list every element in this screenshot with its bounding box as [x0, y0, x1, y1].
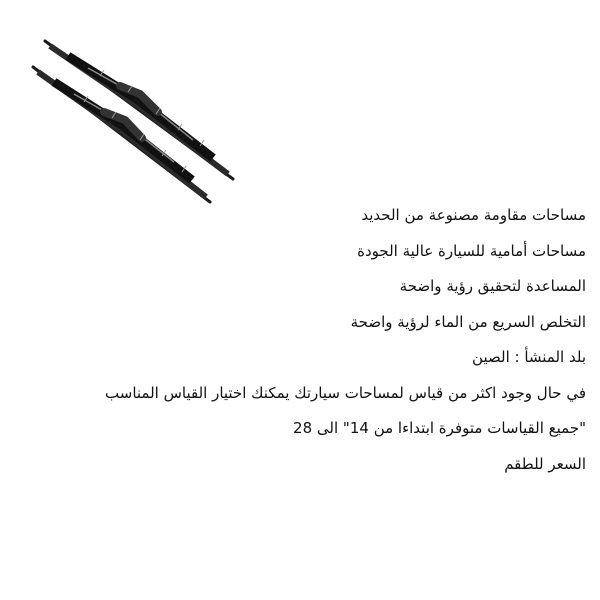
description-line: بلد المنشأ : الصين	[472, 348, 586, 366]
description-line: مساحات مقاومة مصنوعة من الحديد	[361, 206, 586, 224]
description-line: "جميع القياسات متوفرة ابتداءا من 14" الى 28	[293, 419, 586, 437]
description-line: السعر للطقم	[504, 454, 586, 473]
product-description	[26, 198, 586, 482]
description-line: مساحات أمامية للسيارة عالية الجودة	[357, 241, 586, 260]
description-line: المساعدة لتحقيق رؤية واضحة	[399, 277, 586, 295]
wiper-blades-icon	[28, 34, 238, 206]
description-line: في حال وجود اكثر من قياس لمساحات سيارتك يمكنك اختيار القياس المناسب	[105, 383, 586, 402]
description-line: التخلص السريع من الماء لرؤية واضحة	[350, 312, 586, 331]
product-image	[28, 34, 238, 206]
wiper-blade-upper	[45, 41, 233, 179]
